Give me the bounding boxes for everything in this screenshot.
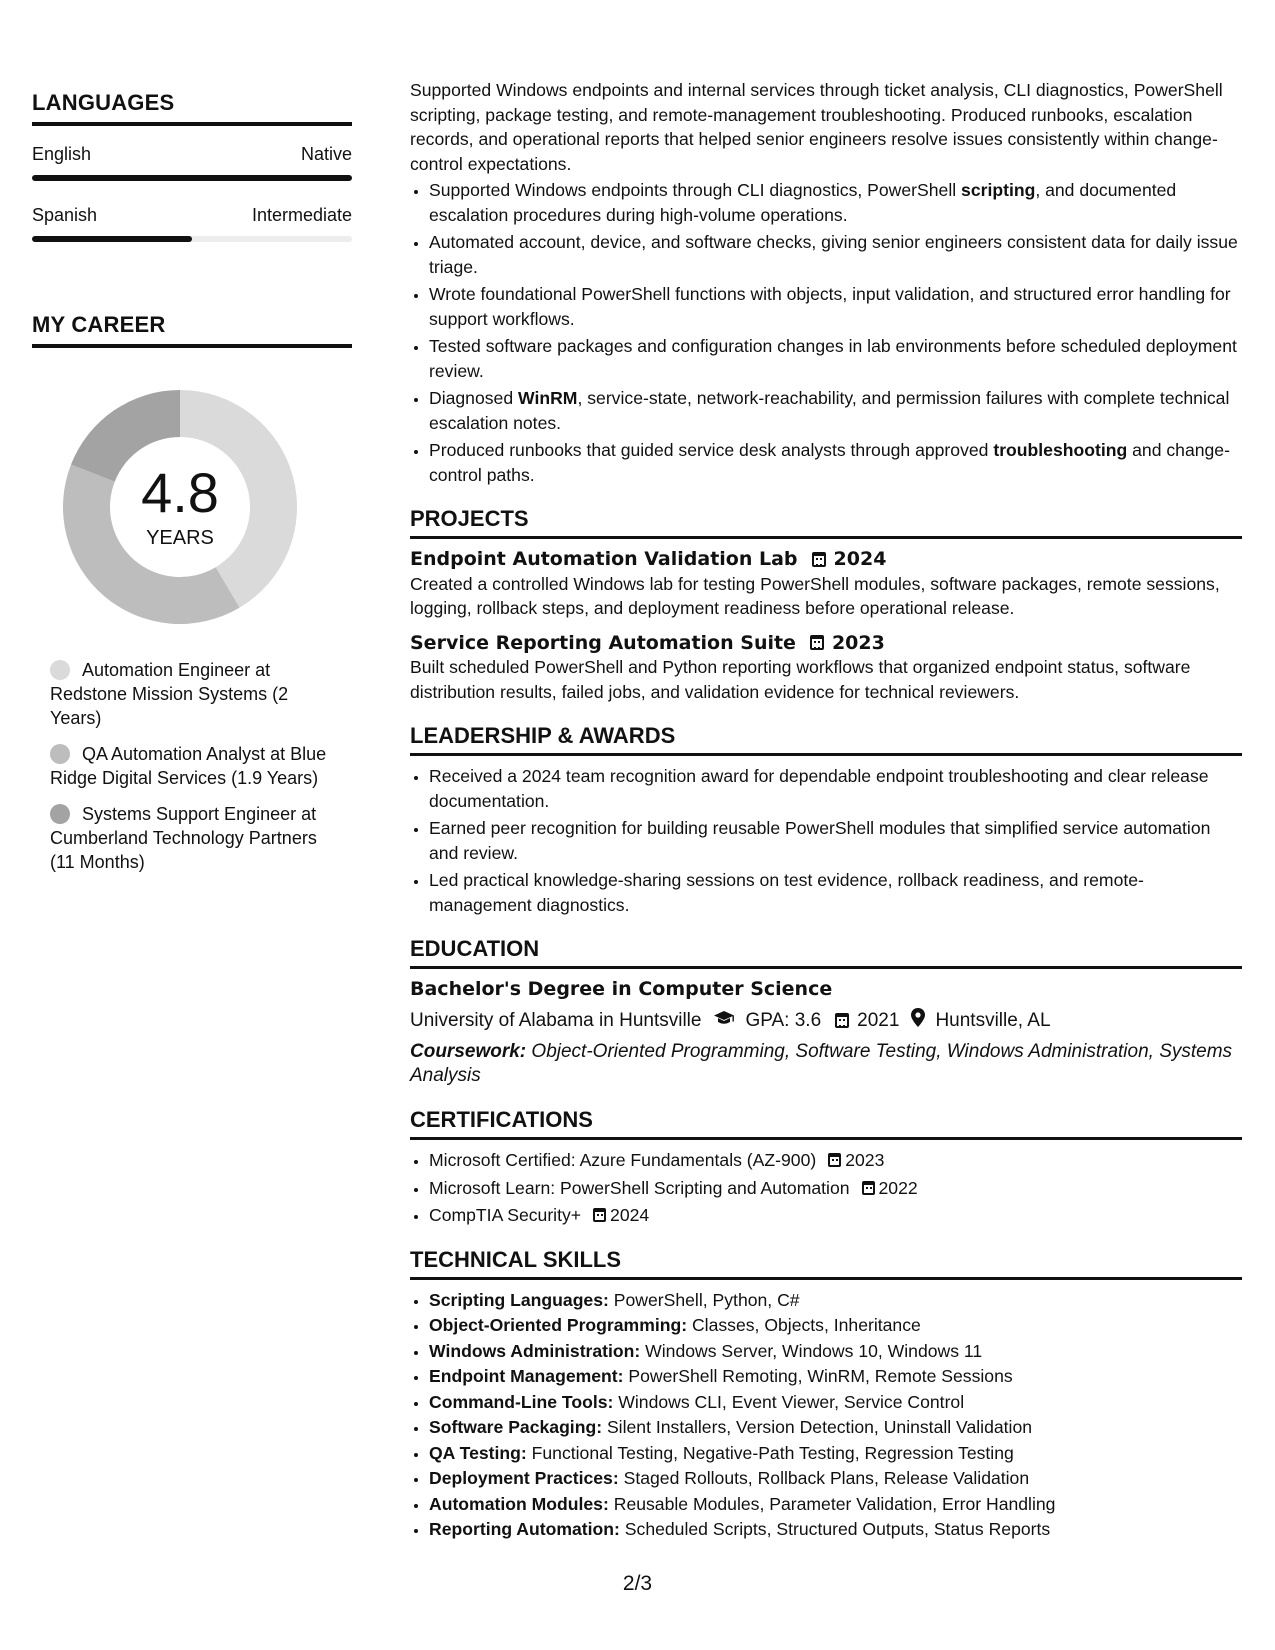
coursework-label: Coursework:	[410, 1041, 527, 1062]
career-total-value: 4.8	[141, 460, 219, 524]
gpa: GPA: 3.6	[745, 1009, 822, 1031]
experience-bullet: • Diagnosed WinRM, service-state, network-reachability, and permission failures with complete technical escalation notes.	[429, 386, 1242, 435]
graduation-cap-icon	[713, 1009, 735, 1034]
leadership-bullet: • Led practical knowledge-sharing sessions on test evidence, rollback readiness, and remote-management diagnostics.	[429, 868, 1242, 917]
certification-item	[429, 1203, 1242, 1228]
career-role-label: Systems Support Engineer at Cumberland Technology Partners (11 Months)	[50, 804, 317, 872]
skill-item: • Scripting Languages: PowerShell, Python, C#	[429, 1288, 1242, 1313]
project-name: Endpoint Automation Validation Lab	[410, 548, 798, 570]
experience-bullets	[410, 178, 1242, 487]
certification-year: 2024	[610, 1205, 650, 1225]
experience-bullet: • Tested software packages and configuration changes in lab environments before scheduled deployment review.	[429, 334, 1242, 383]
projects-heading: PROJECTS	[410, 505, 1242, 539]
project-entry	[410, 547, 1242, 621]
language-name: English	[32, 144, 92, 164]
language-level: Native	[300, 144, 352, 164]
skill-item: • Reporting Automation: Scheduled Scripts, Structured Outputs, Status Reports	[429, 1517, 1242, 1542]
skill-item: • QA Testing: Functional Testing, Negative-Path Testing, Regression Testing	[429, 1441, 1242, 1466]
coursework	[410, 1040, 1242, 1088]
school-name: University of Alabama in Huntsville	[410, 1009, 702, 1031]
career-role-label: QA Automation Analyst at Blue Ridge Digital Services (1.9 Years)	[50, 744, 327, 788]
sidebar	[32, 90, 352, 886]
leadership-bullets	[410, 764, 1242, 917]
legend-dot-icon	[50, 660, 70, 680]
skill-item: • Endpoint Management: PowerShell Remoting, WinRM, Remote Sessions	[429, 1364, 1242, 1389]
leadership-heading: LEADERSHIP & AWARDS	[410, 722, 1242, 756]
calendar-icon	[812, 552, 826, 567]
legend-dot-icon	[50, 744, 70, 764]
certification-name: Microsoft Learn: PowerShell Scripting and Automation	[429, 1177, 850, 1198]
experience-summary: Supported Windows endpoints and internal services through ticket analysis, CLI diagnostics, PowerShell scripting, package testing, and remote-management troubleshooting. Produced runbooks, escalation records, and operational reports that helped senior engineers resolve issues consistently within change-control expectations.	[410, 80, 1223, 174]
certification-item	[429, 1148, 1242, 1173]
main-content	[410, 78, 1242, 1543]
education-heading: EDUCATION	[410, 935, 1242, 969]
project-year: 2023	[831, 631, 885, 654]
skill-item: • Automation Modules: Reusable Modules, Parameter Validation, Error Handling	[429, 1492, 1242, 1517]
language-level: Intermediate	[251, 205, 352, 225]
degree-title: Bachelor's Degree in Computer Science	[410, 978, 833, 1000]
coursework-list: Object-Oriented Programming, Software Testing, Windows Administration, Systems Analysis	[410, 1041, 1233, 1086]
location-pin-icon	[911, 1008, 925, 1035]
experience-bullet: • Wrote foundational PowerShell functions with objects, input validation, and structured error handling for support workflows.	[429, 282, 1242, 331]
language-entry	[32, 144, 352, 181]
language-proficiency-fill	[32, 236, 192, 242]
languages-heading: LANGUAGES	[32, 90, 352, 126]
certification-name: Microsoft Certified: Azure Fundamentals (AZ-900)	[429, 1150, 817, 1170]
leadership-bullet: • Received a 2024 team recognition award for dependable endpoint troubleshooting and clear release documentation.	[429, 764, 1242, 813]
language-proficiency-bar	[32, 236, 352, 242]
experience-bullet: • Produced runbooks that guided service desk analysts through approved troubleshooting and change-control paths.	[429, 438, 1242, 487]
project-name: Service Reporting Automation Suite	[410, 631, 796, 654]
leadership-bullet: • Earned peer recognition for building reusable PowerShell modules that simplified service automation and review.	[429, 816, 1242, 865]
language-proficiency-bar	[32, 175, 352, 181]
calendar-icon	[828, 1153, 841, 1167]
skills-heading: TECHNICAL SKILLS	[410, 1246, 1242, 1280]
language-proficiency-fill	[32, 175, 352, 181]
calendar-icon	[862, 1181, 875, 1195]
certification-year: 2022	[878, 1177, 918, 1198]
graduation-year: 2021	[857, 1009, 900, 1031]
career-legend-item	[50, 742, 340, 790]
project-description: Created a controlled Windows lab for testing PowerShell modules, software packages, remote sessions, logging, rollback steps, and deployment readiness before operational release.	[410, 573, 1220, 618]
education-details	[410, 1008, 1242, 1035]
experience-bullet: • Supported Windows endpoints through CLI diagnostics, PowerShell scripting, and documented escalation procedures during high-volume operations.	[429, 178, 1242, 227]
project-entry	[410, 631, 1242, 705]
certifications-list	[410, 1148, 1242, 1228]
career-legend	[50, 658, 340, 874]
skill-item: • Software Packaging: Silent Installers, Version Detection, Uninstall Validation	[429, 1415, 1242, 1440]
calendar-icon	[810, 635, 824, 650]
career-legend-item	[50, 802, 340, 874]
location: Huntsville, AL	[935, 1009, 1051, 1031]
skills-list	[410, 1288, 1242, 1542]
language-name: Spanish	[32, 205, 98, 225]
certification-year: 2023	[845, 1150, 885, 1170]
calendar-icon	[593, 1208, 606, 1222]
skill-item: • Deployment Practices: Staged Rollouts, Rollback Plans, Release Validation	[429, 1466, 1242, 1491]
career-heading: MY CAREER	[32, 312, 352, 348]
career-donut-chart	[55, 382, 305, 632]
project-description: Built scheduled PowerShell and Python reporting workflows that organized endpoint status, software distribution results, failed jobs, and validation evidence for technical reviewers.	[410, 657, 1191, 702]
experience-bullet: • Automated account, device, and software checks, giving senior engineers consistent data for daily issue triage.	[429, 230, 1242, 279]
language-entry	[32, 205, 352, 242]
page-number: 2/3	[622, 1572, 653, 1595]
skill-item: • Windows Administration: Windows Server, Windows 10, Windows 11	[429, 1339, 1242, 1364]
project-year: 2024	[833, 548, 887, 570]
certification-name: CompTIA Security+	[429, 1205, 582, 1225]
legend-dot-icon	[50, 804, 70, 824]
skill-item: • Command-Line Tools: Windows CLI, Event Viewer, Service Control	[429, 1390, 1242, 1415]
certification-item	[429, 1176, 1242, 1201]
career-role-label: Automation Engineer at Redstone Mission Systems (2 Years)	[50, 660, 289, 728]
calendar-icon	[835, 1013, 849, 1028]
skill-item: • Object-Oriented Programming: Classes, Objects, Inheritance	[429, 1313, 1242, 1338]
career-legend-item	[50, 658, 340, 730]
certifications-heading: CERTIFICATIONS	[410, 1106, 1242, 1140]
career-total-unit: YEARS	[146, 526, 214, 549]
